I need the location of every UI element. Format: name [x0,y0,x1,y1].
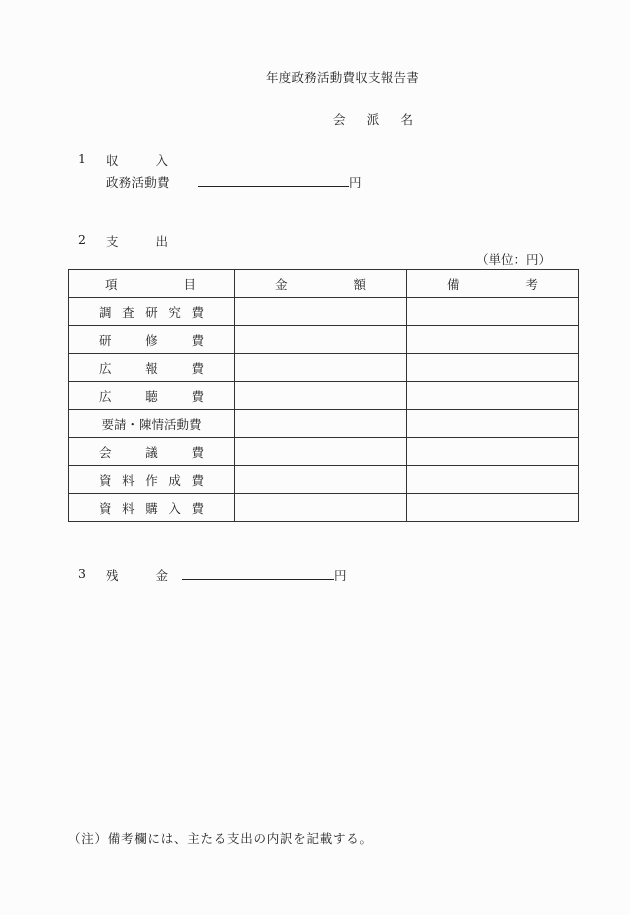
table-row [69,410,579,438]
balance-amount-field[interactable] [182,579,334,580]
balance-unit: 円 [334,568,347,583]
table-row [69,466,579,494]
footnote: （注）備考欄には、主たる支出の内訳を記載する。 [68,831,373,846]
expense-item-cell: 資 料 作 成 費 [69,466,235,494]
expense-amount-cell[interactable] [235,382,407,410]
expense-remarks-cell[interactable] [407,494,579,522]
expense-amount-cell[interactable] [235,466,407,494]
expenditure-heading: 支 出 [106,234,168,249]
expense-item-cell: 広 報 費 [69,354,235,382]
expense-remarks-cell[interactable] [407,326,579,354]
expense-remarks-cell[interactable] [407,410,579,438]
column-header-item: 項 目 [69,270,235,298]
table-row [69,326,579,354]
expense-remarks-cell[interactable] [407,354,579,382]
expenditure-number: 2 [78,232,86,247]
balance-heading: 残 金 [106,568,168,583]
income-amount-field[interactable] [198,186,349,187]
unit-note: （単位：円） [476,252,552,267]
table-row [69,494,579,522]
balance-number: 3 [78,566,86,581]
expense-remarks-cell[interactable] [407,382,579,410]
table-header-row [69,270,579,298]
expense-item-cell: 広 聴 費 [69,382,235,410]
expense-remarks-cell[interactable] [407,466,579,494]
expense-item-cell: 調 査 研 究 費 [69,298,235,326]
table-row [69,438,579,466]
expense-item-cell: 会 議 費 [69,438,235,466]
expense-amount-cell[interactable] [235,298,407,326]
table-row [69,382,579,410]
faction-name-label: 会 派 名 [333,112,413,127]
income-item-label: 政務活動費 [106,175,170,190]
column-header-amount: 金 額 [235,270,407,298]
expense-amount-cell[interactable] [235,326,407,354]
expense-remarks-cell[interactable] [407,298,579,326]
expense-item-cell: 要請・陳情活動費 [69,410,235,438]
income-heading: 収 入 [106,153,168,168]
table-row [69,354,579,382]
document-title: 年度政務活動費収支報告書 [266,70,420,85]
expense-amount-cell[interactable] [235,438,407,466]
column-header-remarks: 備 考 [407,270,579,298]
expense-item-cell: 研 修 費 [69,326,235,354]
table-row [69,298,579,326]
expense-remarks-cell[interactable] [407,438,579,466]
expense-amount-cell[interactable] [235,410,407,438]
income-unit: 円 [349,175,362,190]
income-number: 1 [78,151,86,166]
expense-amount-cell[interactable] [235,354,407,382]
expense-item-cell: 資 料 購 入 費 [69,494,235,522]
expenditure-table [68,269,579,522]
expense-amount-cell[interactable] [235,494,407,522]
